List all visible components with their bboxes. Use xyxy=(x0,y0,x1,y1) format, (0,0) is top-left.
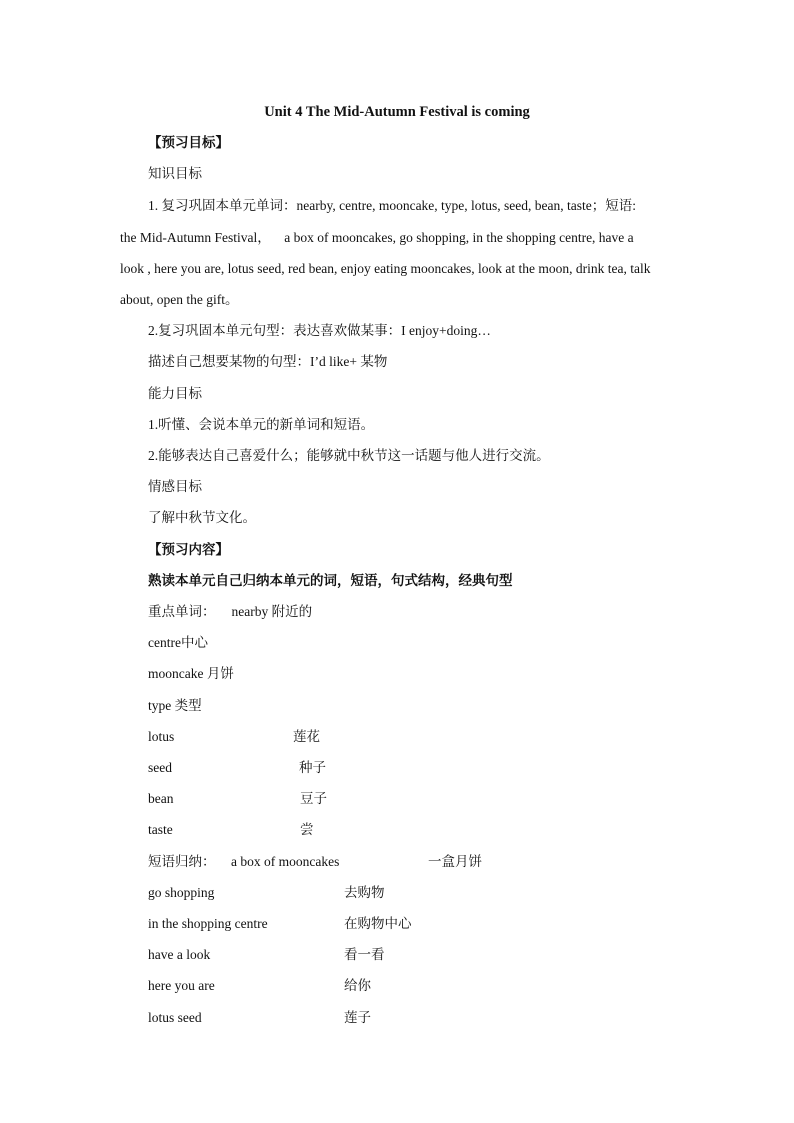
sentence-goal-1: 2.复习巩固本单元句型：表达喜欢做某事：I enjoy+doing… xyxy=(148,323,491,338)
vocab-goal-line-2: the Mid-Autumn Festival， a box of mooncakes, go shopping, in the shopping centre, have a xyxy=(120,230,634,245)
phrase-row xyxy=(148,977,371,995)
phrases-label: 短语归纳： xyxy=(148,854,216,869)
emotion-goal-heading: 情感目标 xyxy=(148,479,202,494)
phrase-zh: 给你 xyxy=(344,978,371,993)
word-en: lotus xyxy=(148,729,175,744)
word-en: bean xyxy=(148,791,174,806)
word-zh: 豆子 xyxy=(300,791,327,806)
phrase-row xyxy=(148,884,385,902)
word-zh: 月饼 xyxy=(206,666,234,681)
words-label: 重点单词： xyxy=(148,604,216,619)
phrase-row xyxy=(148,915,412,933)
phrase-zh: 在购物中心 xyxy=(344,916,412,931)
word-row xyxy=(148,603,312,621)
phrase-en: in the shopping centre xyxy=(148,916,268,931)
phrase-zh: 莲子 xyxy=(344,1010,371,1025)
word-row xyxy=(148,697,202,715)
word-row xyxy=(148,728,320,746)
word-zh: 附近的 xyxy=(271,604,313,619)
emotion-item-1: 了解中秋节文化。 xyxy=(148,510,256,525)
content-header: 【预习内容】 xyxy=(148,542,229,557)
ability-goal-heading: 能力目标 xyxy=(148,386,202,401)
word-en: nearby xyxy=(231,604,269,619)
phrase-en: here you are xyxy=(148,978,215,993)
vocab-goal-line-3: look , here you are, lotus seed, red bean, enjoy eating mooncakes, look at the moon, drink tea, talk xyxy=(120,261,651,276)
ability-item-2: 2.能够表达自己喜爱什么；能够就中秋节这一话题与他人进行交流。 xyxy=(148,448,550,463)
phrase-row xyxy=(148,1009,371,1027)
phrase-row xyxy=(148,853,482,871)
word-zh: 中心 xyxy=(180,635,208,650)
document-title: Unit 4 The Mid-Autumn Festival is coming xyxy=(264,104,530,120)
word-en: taste xyxy=(148,822,173,837)
word-row xyxy=(148,634,208,652)
ability-item-1: 1.听懂、会说本单元的新单词和短语。 xyxy=(148,417,375,432)
word-row xyxy=(148,759,326,777)
word-zh: 尝 xyxy=(300,822,314,837)
word-en: seed xyxy=(148,760,172,775)
word-row xyxy=(148,790,327,808)
word-en: type xyxy=(148,698,172,713)
knowledge-goal-heading: 知识目标 xyxy=(148,166,202,181)
word-zh: 类型 xyxy=(174,698,202,713)
phrase-en: have a look xyxy=(148,947,211,962)
vocab-goal-line-4: about, open the gift。 xyxy=(120,292,239,307)
content-instruction: 熟读本单元自己归纳本单元的词，短语，句式结构，经典句型 xyxy=(148,573,513,588)
word-row xyxy=(148,665,234,683)
phrase-en: a box of mooncakes xyxy=(231,854,340,869)
word-row xyxy=(148,821,314,839)
phrase-en: lotus seed xyxy=(148,1010,202,1025)
word-en: centre xyxy=(148,635,181,650)
phrase-zh: 看一看 xyxy=(344,947,385,962)
sentence-goal-2: 描述自己想要某物的句型：I’d like+ 某物 xyxy=(148,354,388,369)
word-en: mooncake xyxy=(148,666,204,681)
phrase-zh: 一盒月饼 xyxy=(428,854,482,869)
goals-header: 【预习目标】 xyxy=(148,135,229,150)
word-zh: 莲花 xyxy=(293,729,320,744)
phrase-en: go shopping xyxy=(148,885,215,900)
phrase-zh: 去购物 xyxy=(344,885,385,900)
word-zh: 种子 xyxy=(299,760,326,775)
vocab-goal-line-1: 1. 复习巩固本单元单词：nearby, centre, mooncake, type, lotus, seed, bean, taste；短语: xyxy=(148,198,637,213)
phrase-row xyxy=(148,946,385,964)
